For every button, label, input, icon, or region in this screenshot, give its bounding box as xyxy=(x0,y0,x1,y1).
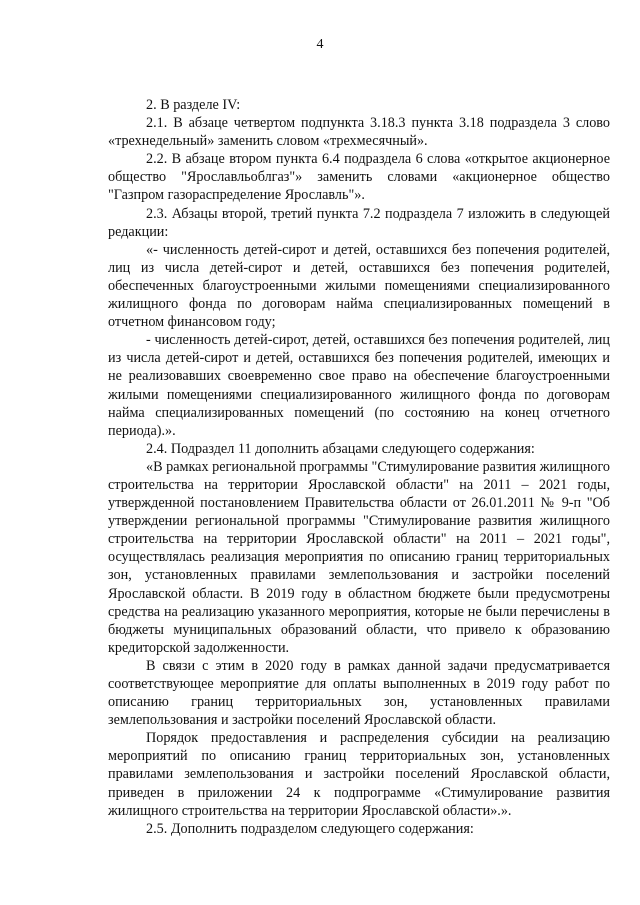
paragraph-2-1: 2.1. В абзаце четвертом подпункта 3.18.3 пункта 3.18 подраздела 3 слово «трехнедельный» заменить словом «трехмесячный». xyxy=(108,115,610,150)
paragraph-2-3-item-2: - численность детей-сирот, детей, оставшихся без попечения родителей, лиц из числа детей-сирот и детей, оставшихся без попечения родителей, имеющих и не реализовавших своевременно свое право на обеспечение благоустроенными жилыми помещениями специализированного жилищного фонда по договорам найма специализированных помещений (по состоянию на конец отчетного периода).». xyxy=(108,332,610,439)
paragraph-section-iv-heading: 2. В разделе IV: xyxy=(146,97,241,113)
document-body xyxy=(108,96,610,838)
paragraph-2-5: 2.5. Дополнить подразделом следующего содержания: xyxy=(146,820,474,837)
page-number: 4 xyxy=(316,37,324,52)
paragraph-2-4-text-3: Порядок предоставления и распределения субсидии на реализацию мероприятий по описанию границ территориальных зон, установленных правилами землепользования и застройки поселений Ярославской области, приведен в приложении 24 к подпрограмме «Стимулирование развития жилищного строительства на территории Ярославской области».». xyxy=(108,730,610,819)
paragraph-2-3-item-1: «- численность детей-сирот и детей, оставшихся без попечения родителей, лиц из числа детей-сирот и детей, оставшихся без попечения родителей, обеспеченных благоустроенными жилыми помещениями специализированного жилищного фонда по договорам найма специализированных помещений в отчетном финансовом году; xyxy=(108,241,610,331)
paragraph-2-3: 2.3. Абзацы второй, третий пункта 7.2 подраздела 7 изложить в следующей редакции: xyxy=(108,205,610,240)
paragraph-2-2: 2.2. В абзаце втором пункта 6.4 подраздела 6 слова «открытое акционерное общество "Ярославльоблгаз"» заменить словами «акционерное общество "Газпром газораспределение Ярославль"». xyxy=(108,151,610,204)
paragraph-2-4: 2.4. Подраздел 11 дополнить абзацами следующего содержания: xyxy=(146,440,535,457)
paragraph-2-4-text-1: «В рамках региональной программы "Стимулирование развития жилищного строительства на территории Ярославской области" на 2011 – 2021 годы, утвержденной постановлением Правительства области от 26.01.2011 № 9-п "Об утверждении региональной программы "Стимулирование развития жилищного строительства на территории Ярославской области" на 2011 – 2021 годы", осуществлялась реализация мероприятия по описанию границ территориальных зон, установленных правилами землепользования и застройки поселений Ярославской области. В 2019 году в областном бюджете были предусмотрены средства на реализацию указанного мероприятия, которые не были перечислены в бюджеты муниципальных образований области, что привело к образованию кредиторской задолженности. xyxy=(108,458,610,656)
paragraph-2-4-text-2: В связи с этим в 2020 году в рамках данной задачи предусматривается соответствующее мероприятие для оплаты выполненных в 2019 году работ по описанию границ территориальных зон, установленных правилами землепользования и застройки поселений Ярославской области. xyxy=(108,657,610,729)
